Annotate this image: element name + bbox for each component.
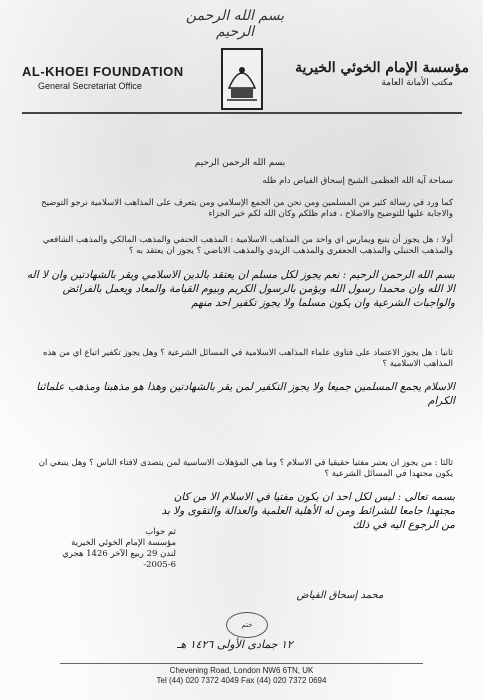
- letterhead-arabic: [284, 60, 469, 88]
- office-name-english: General Secretariat Office: [38, 81, 142, 91]
- question-2: ثانيا : هل يجوز الاعتماد على فتاوى علماء المذاهب الاسلامية في المسائل الشرعية ؟ وهل يجوز تكفير اتباع اي من هذه المذاهب الاسلامية ؟: [42, 348, 453, 369]
- closing-line-3: لندن 29 ربيع الآخر 1426 هجري: [62, 549, 176, 559]
- closing-line-2: مؤسسة الإمام الخوئي الخيرية: [71, 538, 176, 548]
- question-1: أولا : هل يجوز أن يتبع ويمارس اي واحد من المذاهب الاسلامية : المذهب الحنفي والمذهب المالكي والمذهب الشافعي والمذهب الحنبلي والمذهب الجعفري والمذهب الزيدي والمذهب الاباضي ؟ يجوز ان يعتقد به ؟: [42, 235, 453, 256]
- closing-block: [36, 527, 176, 571]
- seal-stamp: ختم: [226, 612, 268, 638]
- footer: [0, 666, 483, 686]
- org-name-arabic: مؤسسة الإمام الخوئي الخيرية: [295, 60, 469, 76]
- question-3: ثالثا : من يجوز ان يعتبر مفتيا حقيقيا في الاسلام ؟ وما هي المؤهلات الاساسية لمن يتصدى لافتاء الناس ؟ وهل ينبغي ان يكون مجتهدا في المسائل الشرعية ؟: [38, 458, 453, 479]
- letterhead-english: [22, 64, 207, 91]
- closing-line-4: 2005-6-: [143, 560, 176, 570]
- answer-2-handwritten: الاسلام يجمع المسلمين جميعا ولا يجوز التكفير لمن يقر بالشهادتين وهذا هو مذهبنا ومذهب علمائنا الكرام: [36, 381, 455, 407]
- closing-line-1: ثم جواب: [145, 527, 176, 537]
- letterhead-divider: [22, 112, 462, 114]
- footer-divider: [60, 663, 423, 664]
- org-name-english: AL-KHOEI FOUNDATION: [22, 64, 184, 79]
- foundation-logo-icon: [221, 48, 263, 110]
- answer-1-handwritten: بسم الله الرحمن الرحيم : نعم يجوز لكل مسلم ان يعتقد بالدين الاسلامي ويقر بالشهادتين وان لا اله الا الله وان محمدا رسول الله ويؤمن بالرسول الكريم وبيوم القيامة والمعاد ويعمل بالفرائض والواجبات الشرعية وان يكون مسلما ولا يجوز تكفير احد منهم: [26, 269, 455, 309]
- top-bismillah-calligraphy: بسم الله الرحمن الرحيم: [185, 8, 285, 40]
- footer-address: Chevening Road, London NW6 6TN, UK: [169, 666, 314, 675]
- handwritten-signature: محمد إسحاق الفياض: [296, 590, 384, 601]
- intro-paragraph: كما ورد في رسالة كثير من المسلمين ومن نحن من الجمع الإسلامي ومن يتعرف على المذاهب الاسلامية نرجو التوضيح والاجابة عليها للتوضيح والاصلاح ، فدام ظلكم وكان الله لكم خير الجزاء: [41, 198, 453, 219]
- salutation: بسم الله الرحمن الرحيم: [194, 158, 286, 168]
- handwritten-date: ١٢ جمادى الأولى ١٤٢٦ هـ: [177, 638, 293, 651]
- addressee-line: سماحة آية الله العظمى الشيخ إسحاق الفياض دام ظله: [262, 176, 453, 186]
- office-name-arabic: مكتب الأمانة العامة: [381, 78, 453, 88]
- footer-contacts: Tel (44) 020 7372 4049 Fax (44) 020 7372 0694: [156, 676, 327, 685]
- answer-3-handwritten: بسمه تعالى : ليس لكل احد ان يكون مفتيا في الاسلام الا من كان مجتهدا جامعا للشرائط ومن له الأهلية العلمية والعدالة والتقوى ولا بد من الرجوع اليه في ذلك: [161, 491, 455, 531]
